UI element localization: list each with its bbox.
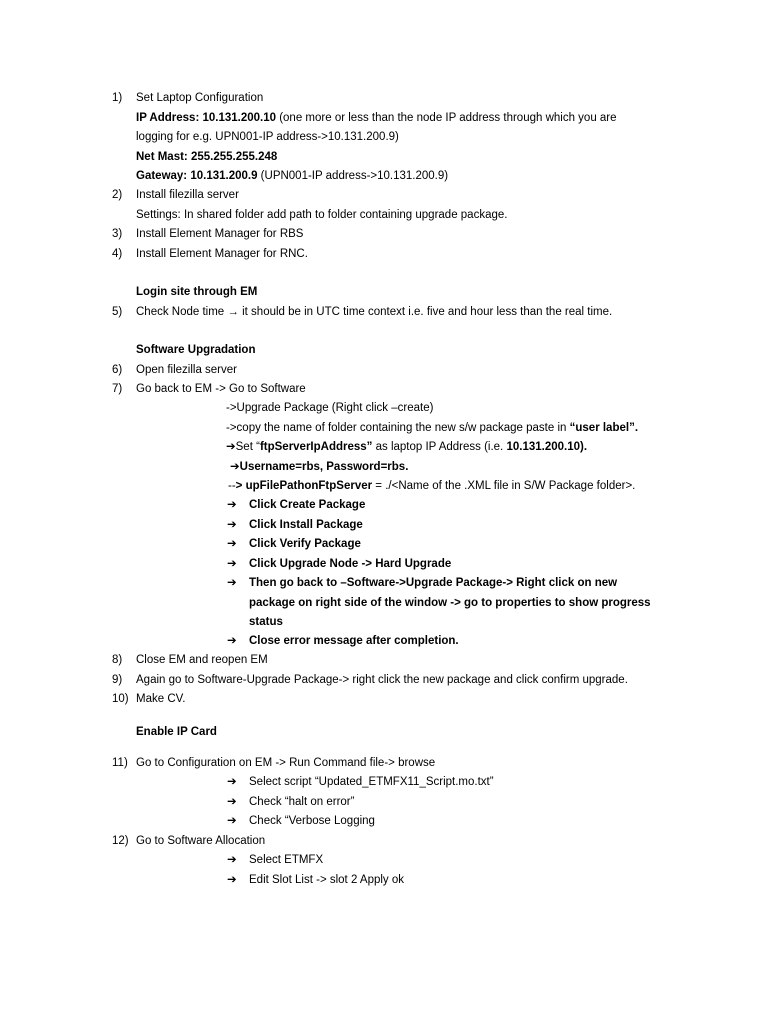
right-arrow-icon: ➔ bbox=[227, 796, 237, 808]
step-number: 5) bbox=[112, 306, 123, 318]
step-number: 11) bbox=[112, 757, 128, 769]
right-arrow-icon: ➔ bbox=[227, 635, 237, 647]
step-title: Go to Configuration on EM -> Run Command file-> browse bbox=[136, 757, 436, 769]
bullet-text: package on right side of the window -> go to properties to show progress bbox=[249, 597, 651, 609]
right-arrow-icon: ➔ bbox=[227, 874, 237, 886]
bullet-text: Click Create Package bbox=[249, 499, 366, 511]
sub-step-text: ->Upgrade Package (Right click –create) bbox=[226, 402, 434, 414]
netmask-text: Net Mast: 255.255.255.248 bbox=[136, 151, 278, 163]
section-heading: Enable IP Card bbox=[136, 726, 217, 738]
step-title: Go back to EM -> Go to Software bbox=[136, 383, 306, 395]
right-arrow-icon: ➔ bbox=[227, 558, 237, 570]
step-title: Go to Software Allocation bbox=[136, 835, 266, 847]
ip-address-note-2: logging for e.g. UPN001-IP address->10.131.200.9) bbox=[136, 131, 399, 143]
section-heading: Login site through EM bbox=[136, 286, 258, 298]
step-title: Open filezilla server bbox=[136, 364, 237, 376]
ftp-server-ip-text: ftpServerIpAddress” bbox=[259, 441, 373, 453]
right-arrow-icon: ➔ bbox=[227, 499, 237, 511]
user-label-text: “user label”. bbox=[569, 422, 639, 434]
bullet-text: Check “halt on error” bbox=[249, 796, 355, 808]
step-title-continued: it should be in UTC time context i.e. five and hour less than the real time. bbox=[238, 306, 613, 318]
step-title: Check Node time bbox=[136, 306, 228, 318]
gateway-label: Gateway: 10.131.200.9 bbox=[136, 170, 258, 182]
laptop-ip-text: 10.131.200.10). bbox=[506, 441, 588, 453]
ftp-path-text: > upFilePathonFtpServer bbox=[235, 480, 373, 492]
sub-step-text: = ./<Name of the .XML file in S/W Package folder>. bbox=[372, 480, 636, 492]
bullet-text: Select ETMFX bbox=[249, 854, 324, 866]
bullet-text: Click Verify Package bbox=[249, 538, 361, 550]
step-number: 8) bbox=[112, 654, 123, 666]
right-arrow-icon: ➔ bbox=[230, 461, 240, 473]
step-number: 10) bbox=[112, 693, 129, 705]
step-title: Install Element Manager for RNC. bbox=[136, 248, 308, 260]
sub-step-dash: -- bbox=[228, 480, 236, 492]
right-arrow-icon: ➔ bbox=[227, 577, 237, 589]
sub-step-text-continued: as laptop IP Address (i.e. bbox=[372, 441, 507, 453]
right-arrow-icon: ➔ bbox=[227, 776, 237, 788]
right-arrow-icon: ➔ bbox=[227, 815, 237, 827]
step-number: 6) bbox=[112, 364, 123, 376]
settings-text: Settings: In shared folder add path to folder containing upgrade package. bbox=[136, 209, 508, 221]
step-title: Close EM and reopen EM bbox=[136, 654, 268, 666]
bullet-text: Select script “Updated_ETMFX11_Script.mo.txt” bbox=[249, 776, 494, 788]
bullet-text: Check “Verbose Logging bbox=[249, 815, 375, 827]
step-number: 7) bbox=[112, 383, 123, 395]
bullet-text: Then go back to –Software->Upgrade Package-> Right click on new bbox=[249, 577, 618, 589]
step-title: Set Laptop Configuration bbox=[136, 92, 264, 104]
sub-step-text: Set “ bbox=[235, 441, 260, 453]
step-number: 1) bbox=[112, 92, 123, 104]
step-number: 4) bbox=[112, 248, 123, 260]
step-number: 3) bbox=[112, 228, 123, 240]
right-arrow-icon: → bbox=[227, 306, 239, 318]
step-title: Make CV. bbox=[136, 693, 186, 705]
right-arrow-icon: ➔ bbox=[226, 441, 236, 453]
step-title: Install Element Manager for RBS bbox=[136, 228, 304, 240]
step-title: Again go to Software-Upgrade Package-> right click the new package and click confirm upgrade. bbox=[136, 674, 628, 686]
step-number: 2) bbox=[112, 189, 123, 201]
right-arrow-icon: ➔ bbox=[227, 854, 237, 866]
right-arrow-icon: ➔ bbox=[227, 519, 237, 531]
ip-address-label: IP Address: 10.131.200.10 bbox=[136, 112, 277, 124]
gateway-note: (UPN001-IP address->10.131.200.9) bbox=[257, 170, 449, 182]
ip-address-note: (one more or less than the node IP address through which you are bbox=[276, 112, 617, 124]
sub-step-text: ->copy the name of folder containing the new s/w package paste in bbox=[226, 422, 570, 434]
step-number: 12) bbox=[112, 835, 129, 847]
bullet-text: Close error message after completion. bbox=[249, 635, 459, 647]
step-title: Install filezilla server bbox=[136, 189, 239, 201]
right-arrow-icon: ➔ bbox=[227, 538, 237, 550]
bullet-text: Edit Slot List -> slot 2 Apply ok bbox=[249, 874, 405, 886]
credentials-text: Username=rbs, Password=rbs. bbox=[239, 461, 409, 473]
bullet-text: status bbox=[249, 616, 283, 628]
step-number: 9) bbox=[112, 674, 123, 686]
section-heading: Software Upgradation bbox=[136, 344, 256, 356]
bullet-text: Click Install Package bbox=[249, 519, 363, 531]
bullet-text: Click Upgrade Node -> Hard Upgrade bbox=[249, 558, 452, 570]
